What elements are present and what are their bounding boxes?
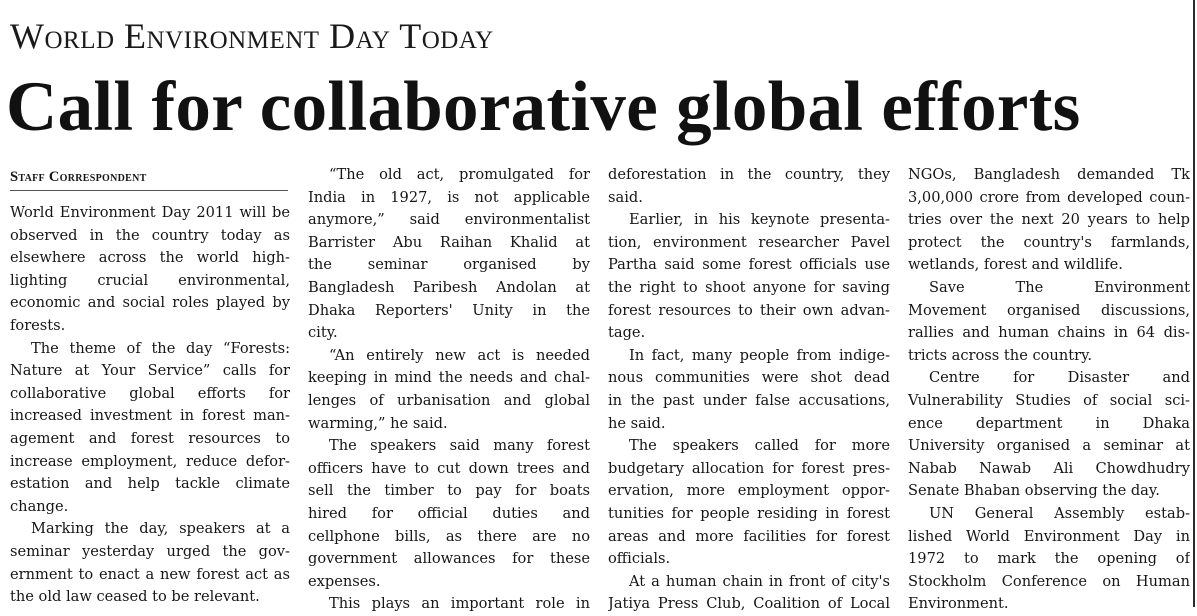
article-line: agement and forest resources to [10, 429, 290, 447]
article-line: Barrister Abu Raihan Khalid at [308, 233, 590, 251]
article-line: he said. [608, 414, 666, 432]
article-line: 3,00,000 crore from developed coun- [908, 188, 1190, 206]
article-column-1 [10, 202, 290, 609]
article-line: tunities for people residing in forest [608, 504, 890, 522]
article-line: said. [608, 188, 643, 206]
article-line: nous communities were shot dead [608, 369, 890, 387]
article-line: wetlands, forest and wildlife. [908, 256, 1123, 274]
column-rule [1193, 0, 1195, 607]
article-line: seminar yesterday urged the gov- [10, 542, 290, 560]
article-line: officers have to cut down trees and [308, 459, 590, 477]
article-line: Earlier, in his keynote presenta- [629, 211, 890, 229]
article-line: NGOs, Bangladesh demanded Tk [908, 166, 1190, 183]
article-line: Marking the day, speakers at a [31, 520, 290, 538]
article-line: observed in the country today as [10, 226, 290, 244]
article-line: increase employment, reduce defor- [10, 452, 290, 470]
article-line: This plays an important role in [329, 595, 590, 613]
article-line: In fact, many people from indige- [629, 346, 890, 364]
article-line: Nabab Nawab Ali Chowdhudry [908, 459, 1190, 477]
article-column-2 [308, 164, 590, 616]
article-line: the right to shoot anyone for saving [608, 278, 890, 296]
article-line: tage. [608, 324, 646, 342]
article-line: Bangladesh Paribesh Andolan at [308, 278, 590, 296]
article-line: budgetary allocation for forest pres- [608, 459, 890, 477]
article-line: elsewhere across the world high- [10, 249, 290, 267]
article-line: tricts across the country. [908, 346, 1093, 364]
article-line: keeping in mind the needs and chal- [308, 369, 590, 387]
article-line: in the past under false accusations, [608, 391, 890, 409]
article-line: lenges of urbanisation and global [308, 391, 590, 409]
article-line: rallies and human chains in 64 dis- [908, 324, 1190, 342]
article-line: Save The Environment [929, 278, 1190, 296]
article-line: government allowances for these [308, 550, 590, 568]
article-line: officials. [608, 550, 671, 568]
article-line: Stockholm Conference on Human [908, 572, 1190, 590]
article-line: deforestation in the country, they [608, 166, 890, 183]
article-column-4 [908, 164, 1190, 616]
article-line: Vulnerability Studies of social sci- [908, 391, 1190, 409]
article-line: 1972 to mark the opening of [908, 550, 1190, 568]
article-line: India in 1927, is not applicable [308, 188, 590, 206]
article-line: warming,” he said. [308, 414, 448, 432]
section-kicker: World Environment Day Today [10, 16, 494, 56]
article-line: World Environment Day 2011 will be [10, 204, 290, 221]
article-line: University organised a seminar at [908, 437, 1190, 455]
article-line: the seminar organised by [308, 256, 590, 274]
article-line: forest resources to their own advan- [608, 301, 890, 319]
article-line: estation and help tackle climate [10, 475, 290, 493]
article-line: “An entirely new act is needed [329, 346, 590, 364]
article-line: tion, environment researcher Pavel [608, 233, 890, 251]
byline: Staff Correspondent [10, 167, 288, 191]
article-line: The speakers called for more [629, 437, 890, 455]
article-line: change. [10, 497, 69, 515]
article-line: ernment to enact a new forest act as [10, 565, 290, 583]
article-line: Movement organised discussions, [908, 301, 1190, 319]
article-line: cellphone bills, as there are no [308, 527, 590, 545]
article-line: Centre for Disaster and [929, 369, 1190, 387]
article-line: Jatiya Press Club, Coalition of Local [608, 595, 890, 613]
article-line: ervation, more employment oppor- [608, 482, 890, 500]
article-line: Partha said some forest officials use [608, 256, 890, 274]
article-line: anymore,” said environmentalist [308, 211, 590, 229]
article-line: UN General Assembly estab- [929, 504, 1190, 522]
article-line: Nature at Your Service” calls for [10, 362, 290, 380]
article-line: protect the country's farmlands, [908, 233, 1190, 251]
article-line: economic and social roles played by [10, 294, 290, 312]
article-line: lighting crucial environmental, [10, 271, 290, 289]
article-line: Dhaka Reporters' Unity in the [308, 301, 590, 319]
article-line: The speakers said many forest [329, 437, 590, 455]
article-line: expenses. [308, 572, 381, 590]
article-line: lished World Environment Day in [908, 527, 1190, 545]
article-line: forests. [10, 316, 66, 334]
article-column-3 [608, 164, 890, 616]
article-line: increased investment in forest man- [10, 407, 290, 425]
article-line: The theme of the day “Forests: [31, 339, 290, 357]
article-line: Senate Bhaban observing the day. [908, 482, 1160, 500]
article-line: areas and more facilities for forest [608, 527, 890, 545]
article-line: sell the timber to pay for boats [308, 482, 590, 500]
article-line: ence department in Dhaka [908, 414, 1190, 432]
article-line: “The old act, promulgated for [329, 166, 590, 183]
article-line: hired for official duties and [308, 504, 590, 522]
article-line: collaborative global efforts for [10, 384, 290, 402]
article-line: tries over the next 20 years to help [908, 211, 1190, 229]
article-line: city. [308, 324, 338, 342]
article-line: Environment. [908, 595, 1009, 613]
headline: Call for collaborative global efforts [6, 68, 1081, 146]
article-line: the old law ceased to be relevant. [10, 588, 260, 606]
article-line: At a human chain in front of city's [629, 572, 890, 590]
